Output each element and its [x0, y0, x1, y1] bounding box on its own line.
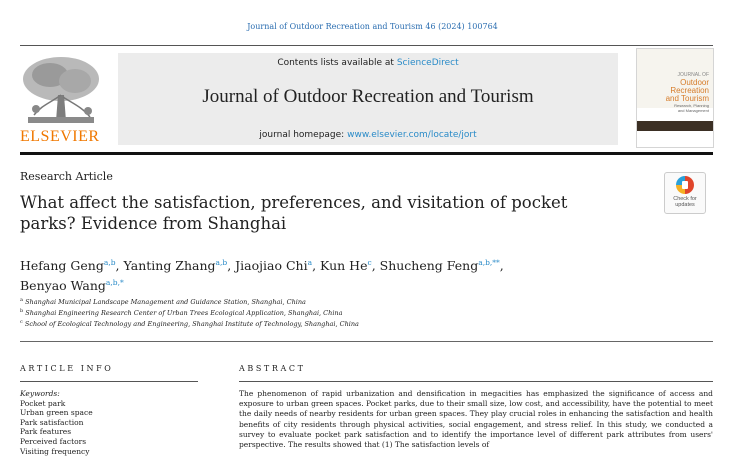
affiliation-item [20, 318, 620, 329]
author-name[interactable]: Hefang Geng [20, 258, 104, 273]
keyword-item[interactable]: Urban green space [20, 408, 93, 418]
elsevier-wordmark[interactable]: ELSEVIER [20, 128, 100, 145]
crossmark-icon [676, 176, 694, 194]
author-affiliation-mark[interactable]: a [307, 258, 313, 267]
abstract-text: The phenomenon of rapid urbanization and densification in megacities has emphasized the significance of access and exposure to urban green spaces. Pocket parks, due to their small size, low cost, and accessibility, have the potential to meet the daily needs of nearby residents for urban green spaces. They play crucial roles in enhancing the satisfaction and health benefits of city residents through physical activities, social engagement, and stress relief. In this study, we conducted a survey to evaluate pocket park satisfaction and to identify the importance level of different park attributes from users' perspective. The results showed that (1) The satisfaction levels of [239, 389, 713, 450]
keyword-item[interactable]: Perceived factors [20, 436, 87, 446]
author-affiliation-mark[interactable]: a,b [215, 258, 228, 267]
abstract-rule [239, 381, 713, 382]
crossmark-label-line-2: updates [675, 202, 695, 208]
author-name[interactable]: Kun He [320, 258, 368, 273]
check-for-updates-button[interactable] [664, 172, 706, 214]
affiliation-mark: b [20, 308, 24, 315]
journal-title[interactable]: Journal of Outdoor Recreation and Tourism [202, 86, 534, 107]
contents-prefix: Contents lists available at [277, 58, 397, 68]
keyword-item[interactable]: Pocket park [20, 398, 66, 408]
author-separator: , [115, 258, 124, 273]
cover-line-1: JOURNAL OF [677, 72, 709, 78]
homepage-link[interactable]: www.elsevier.com/locate/jort [347, 130, 477, 140]
author-affiliation-mark[interactable]: a,b,* [105, 278, 124, 287]
affiliation-text: Shanghai Municipal Landscape Management and Guidance Station, Shanghai, China [25, 298, 306, 307]
keyword-item[interactable]: Visiting frequency [20, 446, 90, 456]
author-separator: , [499, 258, 504, 273]
affiliation-text: Shanghai Engineering Research Center of Urban Trees Ecological Application, Shanghai, China [25, 309, 343, 318]
section-divider [20, 341, 713, 342]
author-separator: , [371, 258, 380, 273]
author-name[interactable]: Jiaojiao Chi [235, 258, 308, 273]
affiliation-list [20, 296, 620, 329]
keywords-label: Keywords: [20, 389, 60, 398]
homepage-prefix: journal homepage: [259, 130, 348, 140]
header-thick-divider [20, 152, 713, 155]
affiliation-mark: c [20, 319, 23, 326]
crossmark-label [665, 196, 705, 208]
cover-line-2: Outdoor [680, 78, 709, 87]
top-divider [20, 45, 713, 46]
keywords-block [20, 389, 198, 456]
journal-citation[interactable]: Journal of Outdoor Recreation and Tourism 46 (2024) 100764 [247, 22, 498, 31]
sciencedirect-link[interactable]: ScienceDirect [396, 58, 459, 68]
journal-homepage-line [118, 130, 618, 140]
cover-line-5: Research, Planning [674, 103, 709, 108]
affiliation-text: School of Ecological Technology and Engineering, Shanghai Institute of Technology, Shanghai, China [24, 320, 359, 329]
author-affiliation-mark[interactable]: a,b,** [478, 258, 500, 267]
article-info-rule [20, 381, 198, 382]
affiliation-item [20, 307, 620, 318]
elsevier-tree-logo-icon [20, 55, 102, 127]
author-separator: , [312, 258, 321, 273]
affiliation-item [20, 296, 620, 307]
cover-line-6: and Management [677, 108, 709, 113]
cover-photo-strip [637, 121, 713, 131]
affiliation-mark: a [20, 297, 23, 303]
abstract-heading: ABSTRACT [239, 364, 306, 373]
cover-line-4: and Tourism [665, 94, 709, 103]
contents-available-line [118, 58, 618, 68]
keyword-item[interactable]: Park features [20, 427, 72, 437]
author-name[interactable]: Benyao Wang [20, 278, 106, 293]
article-title: What affect the satisfaction, preferences, and visitation of pocket parks? Evidence from Shanghai [20, 193, 568, 233]
crossmark-label-line-1: Check for [673, 196, 697, 202]
keyword-item[interactable]: Park satisfaction [20, 417, 84, 427]
cover-line-3: Recreation [670, 86, 709, 95]
journal-cover-thumbnail[interactable] [636, 48, 714, 148]
author-list [20, 254, 620, 294]
article-type: Research Article [20, 170, 113, 183]
author-name[interactable]: Yanting Zhang [123, 258, 216, 273]
author-separator: , [227, 258, 236, 273]
author-affiliation-mark[interactable]: a,b [103, 258, 116, 267]
author-affiliation-mark[interactable]: c [367, 258, 372, 267]
cover-title [666, 71, 709, 113]
author-name[interactable]: Shucheng Feng [379, 258, 479, 273]
article-info-heading: ARTICLE INFO [20, 364, 114, 373]
